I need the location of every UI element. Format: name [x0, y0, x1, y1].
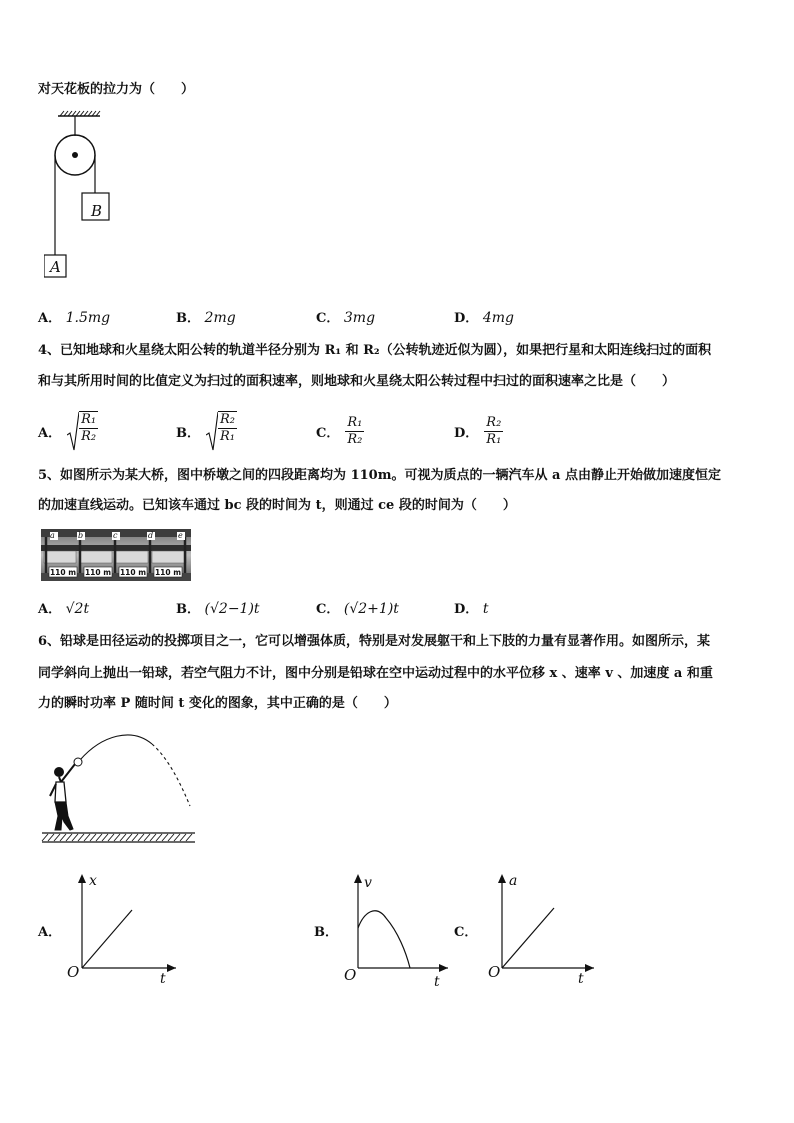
graph-a-origin: O [67, 963, 80, 981]
q5-stem-line1: 5、如图所示为某大桥，图中桥墩之间的四段距离均为 110m。可视为质点的一辆汽车从 a 点由静止开始做加速度恒定 [38, 468, 721, 483]
shot-put-illustration [40, 730, 200, 850]
option-value: (√2−1)t [204, 601, 260, 617]
q4-option-c [316, 409, 364, 453]
numerator: R₁ [81, 412, 97, 427]
sqrt-expression [67, 411, 98, 451]
radical-sign [67, 411, 79, 451]
bridge-point-c: c [113, 531, 118, 540]
q3-stem-tail: 对天花板的拉力为（ ） [38, 82, 195, 97]
graph-c-origin: O [488, 963, 501, 981]
option-letter: D． [454, 425, 479, 441]
option-letter: B． [176, 311, 200, 326]
q3-option-c [316, 307, 375, 326]
block-b-label: B [91, 202, 103, 220]
q3-option-d [454, 307, 514, 326]
option-value: 2mg [204, 310, 236, 326]
q3-option-b [176, 307, 236, 326]
option-letter: B． [176, 425, 200, 441]
q4-option-d [454, 409, 503, 453]
option-value: 3mg [343, 310, 376, 326]
option-letter: D． [454, 602, 479, 617]
denominator: R₁ [486, 431, 502, 447]
graph-b-xlabel: t [434, 974, 440, 990]
q3-option-a [38, 307, 110, 326]
graph-c-ylabel: a [509, 873, 518, 889]
bridge-point-e: e [178, 531, 183, 540]
fraction [484, 415, 503, 448]
option-letter: A． [38, 311, 62, 326]
option-letter: C． [316, 425, 340, 441]
bridge-point-a: a [50, 531, 55, 540]
option-value: 4mg [482, 310, 514, 326]
option-letter: A． [38, 602, 62, 617]
denominator: R₂ [347, 431, 363, 447]
q6-stem-line1: 6、铅球是田径运动的投掷项目之一，它可以增强体质，特别是对发展躯干和上下肢的力量有显著作用。如图所示，某 [38, 634, 711, 649]
option-letter: A． [38, 425, 62, 441]
option-letter: C． [316, 311, 340, 326]
graph-a-x-vs-t [64, 870, 184, 988]
bridge-segment-4: 110 m [154, 568, 182, 577]
q5-stem-line2: 的加速直线运动。已知该车通过 bc 段的时间为 t，则通过 ce 段的时间为（ ） [38, 498, 516, 513]
graph-b-ylabel: v [364, 875, 372, 891]
numerator: R₂ [486, 414, 502, 430]
bridge-segment-1: 110 m [49, 568, 77, 577]
graph-b-origin: O [344, 966, 357, 984]
option-value: t [482, 601, 489, 617]
graph-a-xlabel: t [160, 971, 166, 987]
pulley-diagram [44, 110, 114, 282]
fraction [79, 411, 98, 451]
q6-stem-line2: 同学斜向上抛出一铅球，若空气阻力不计，图中分别是铅球在空中运动过程中的水平位移 x 、速率 v 、加速度 a 和重 [38, 666, 713, 681]
radical-sign [206, 411, 218, 451]
bridge-segment-2: 110 m [84, 568, 112, 577]
bridge-segment-3: 110 m [119, 568, 147, 577]
q4-option-b [176, 409, 237, 453]
denominator: R₂ [81, 429, 97, 444]
option-value: (√2+1)t [343, 601, 399, 617]
graph-c-a-vs-t [484, 870, 604, 988]
sqrt-expression [206, 411, 237, 451]
fraction [218, 411, 237, 451]
q5-option-a [38, 598, 89, 617]
fraction [345, 415, 364, 448]
option-value: √2t [65, 601, 90, 617]
q6-option-b-letter: B． [314, 925, 338, 940]
graph-c-xlabel: t [578, 971, 584, 987]
option-letter: D． [454, 311, 479, 326]
q4-option-a [38, 409, 98, 453]
q4-stem-line2: 和与其所用时间的比值定义为扫过的面积速率，则地球和火星绕太阳公转过程中扫过的面积速率之比是（ ） [38, 374, 676, 389]
q5-option-b [176, 598, 260, 617]
bridge-point-d: d [148, 531, 154, 540]
numerator: R₁ [347, 414, 363, 430]
q4-stem-line1: 4、已知地球和火星绕太阳公转的轨道半径分别为 R₁ 和 R₂（公转轨迹近似为圆），如果把行星和太阳连线扫过的面积 [38, 343, 712, 358]
option-letter: C． [316, 602, 340, 617]
block-a-label: A [50, 258, 61, 276]
option-value: 1.5mg [65, 310, 111, 326]
denominator: R₁ [220, 429, 235, 444]
graph-a-ylabel: x [89, 873, 97, 889]
q6-stem-line3: 力的瞬时功率 P 随时间 t 变化的图象，其中正确的是（ ） [38, 696, 397, 711]
bridge-point-b: b [78, 531, 84, 540]
numerator: R₂ [220, 412, 235, 427]
q6-option-c-letter: C． [454, 925, 478, 940]
q5-option-d [454, 598, 488, 617]
option-letter: B． [176, 602, 200, 617]
q5-option-c [316, 598, 399, 617]
q6-option-a-letter: A． [38, 925, 62, 940]
graph-b-v-vs-t [340, 870, 460, 988]
